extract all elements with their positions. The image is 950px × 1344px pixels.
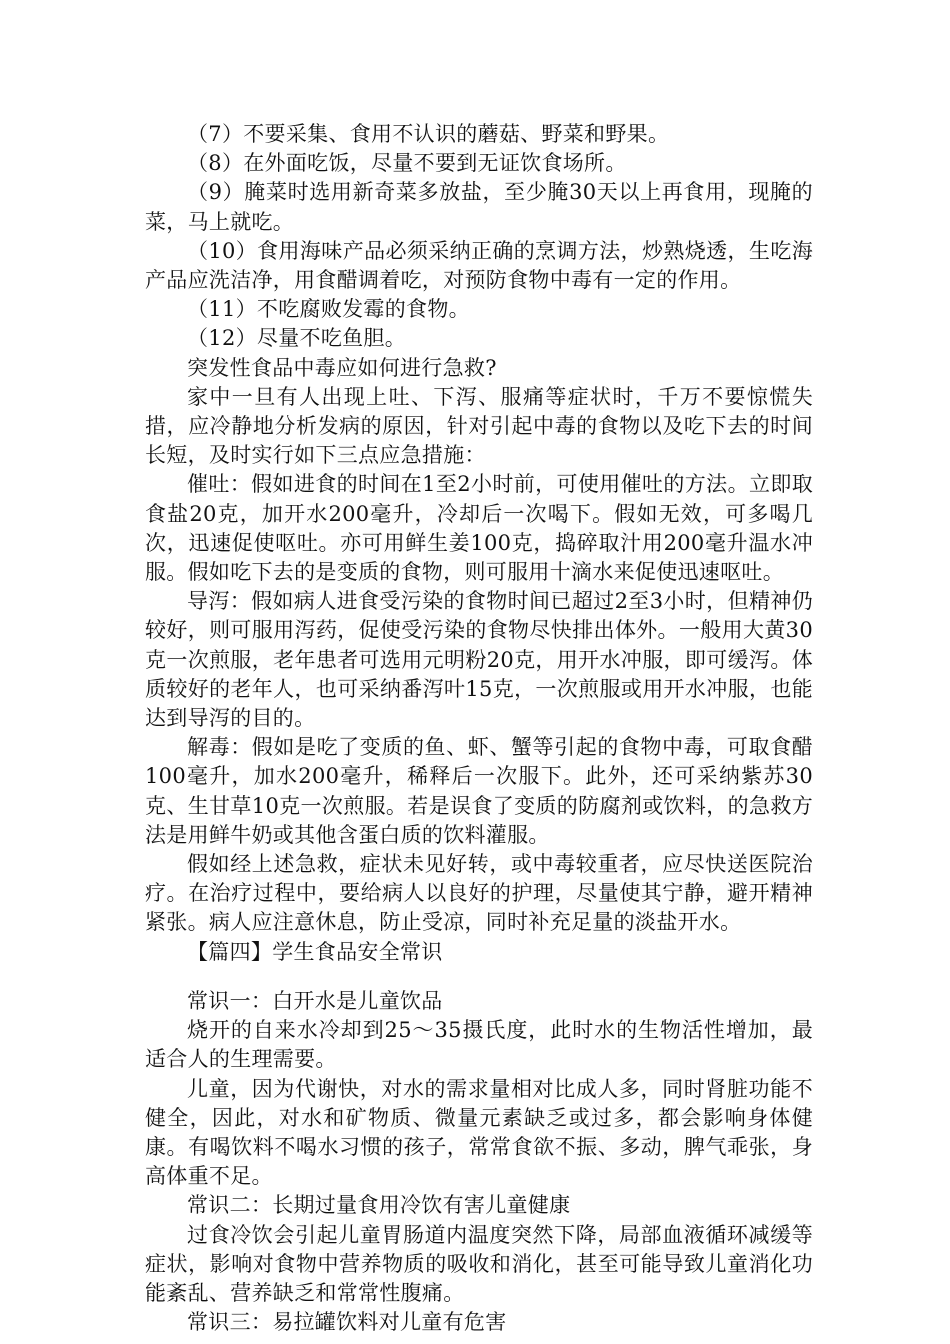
- emergency-question: 突发性食品中毒应如何进行急救?: [187, 355, 497, 380]
- knowledge-two-heading: 常识二：长期过量食用冷饮有害儿童健康: [187, 1193, 571, 1218]
- tip-7: （7）不要采集、食用不认识的蘑菇、野菜和野果。: [187, 122, 670, 146]
- knowledge-one-text-2: 儿童，因为代谢快，对水的需求量相对比成人多，同时肾脏功能不健全，因此，对水和矿物质、微量元素缺乏或过多，都会影响身体健康。有喝饮料不喝水习惯的孩子，常常食欲不振、多动，脾气乖张，身高体重不足。: [145, 1076, 813, 1189]
- hospital-paragraph: 假如经上述急救，症状未见好转，或中毒较重者，应尽快送医院治疗。在治疗过程中，要给病人以良好的护理，尽量使其宁静，避开精神紧张。病人应注意休息，防止受凉，同时补充足量的淡盐开水。: [145, 852, 813, 935]
- laxative-paragraph: 导泻：假如病人进食受污染的食物时间已超过2至3小时，但精神仍较好，则可服用泻药，促使受污染的食物尽快排出体外。一般用大黄30克一次煎服，老年患者可选用元明粉20克，用开水冲服，即可缓泻。体质较好的老年人，也可采纳番泻叶15克，一次煎服或用开水冲服，也能达到导泻的目的。: [145, 589, 813, 731]
- tip-10: （10）食用海味产品必须采纳正确的烹调方法，炒熟烧透，生吃海产品应洗洁净，用食醋调着吃，对预防食物中毒有一定的作用。: [145, 238, 813, 293]
- tip-8: （8）在外面吃饭，尽量不要到无证饮食场所。: [187, 151, 627, 176]
- detox-paragraph: 解毒：假如是吃了变质的鱼、虾、蟹等引起的食物中毒，可取食醋100毫升，加水200毫升，稀释后一次服下。此外，还可采纳紫苏30克、生甘草10克一次煎服。若是误食了变质的防腐剂或饮料，的急救方法是用鲜牛奶或其他含蛋白质的饮料灌服。: [145, 735, 813, 847]
- emergency-intro: 家中一旦有人出现上吐、下泻、服痛等症状时，千万不要惊慌失措，应冷静地分析发病的原因，针对引起中毒的食物以及吃下去的时间长短，及时实行如下三点应急措施：: [145, 384, 813, 468]
- knowledge-three-heading: 常识三：易拉罐饮料对儿童有危害: [187, 1310, 507, 1335]
- document-body: [145, 120, 813, 1337]
- knowledge-one-heading: 常识一：白开水是儿童饮品: [187, 988, 443, 1013]
- section-four-heading: 【篇四】学生食品安全常识: [187, 939, 443, 964]
- tip-9: （9）腌菜时选用新奇菜多放盐，至少腌30天以上再食用，现腌的菜，马上就吃。: [145, 180, 813, 234]
- tip-11: （11）不吃腐败发霉的食物。: [187, 297, 470, 322]
- tip-12: （12）尽量不吃鱼胆。: [187, 326, 407, 351]
- knowledge-one-text-1: 烧开的自来水冷却到25～35摄氏度，此时水的生物活性增加，最适合人的生理需要。: [145, 1018, 813, 1072]
- vomit-paragraph: 催吐：假如进食的时间在1至2小时前，可使用催吐的方法。立即取食盐20克，加开水200毫升，冷却后一次喝下。假如无效，可多喝几次，迅速促使呕吐。亦可用鲜生姜100克，捣碎取汁用200毫升温水冲服。假如吃下去的是变质的食物，则可服用十滴水来促使迅速呕吐。: [145, 472, 813, 585]
- knowledge-two-text: 过食冷饮会引起儿童胃肠道内温度突然下降，局部血液循环减缓等症状，影响对食物中营养物质的吸收和消化，甚至可能导致儿童消化功能紊乱、营养缺乏和常常性腹痛。: [145, 1222, 813, 1305]
